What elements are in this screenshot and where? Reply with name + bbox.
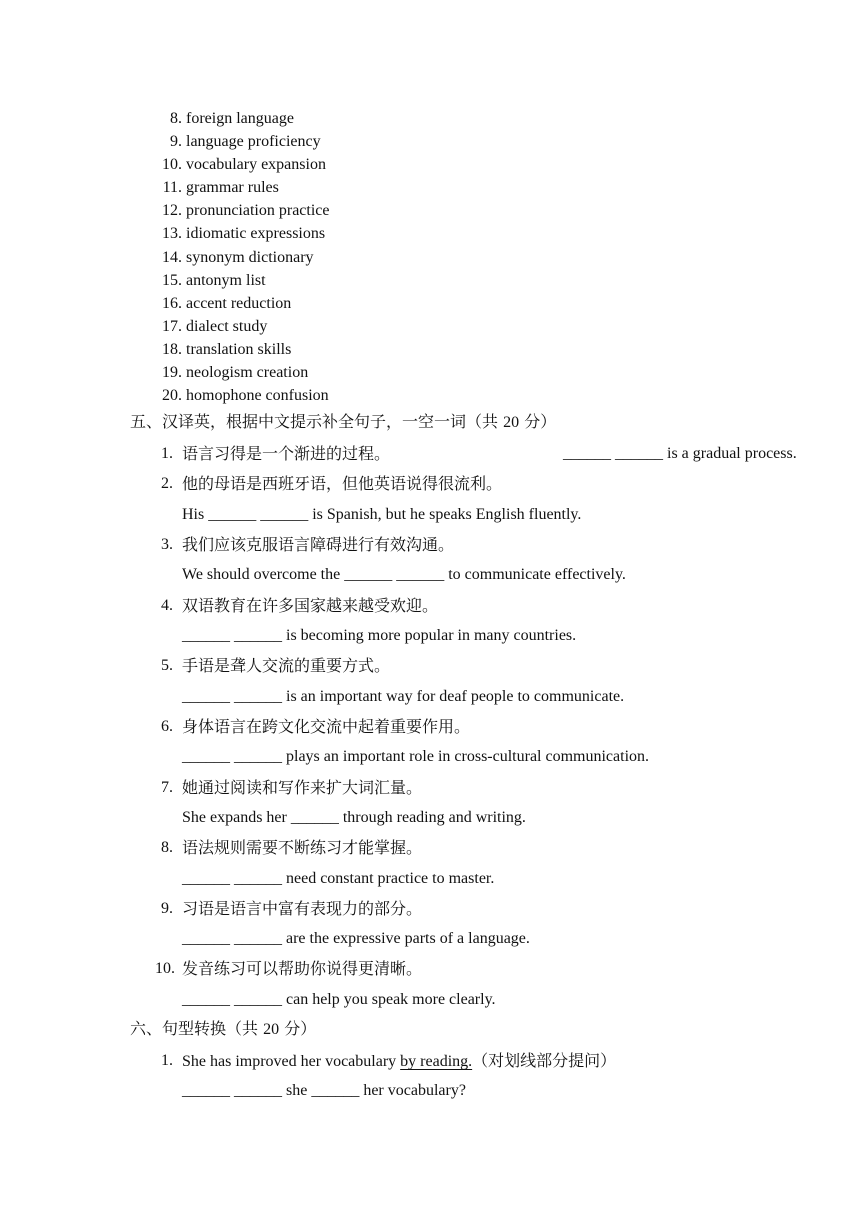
list-item: 18. translation skills (162, 340, 292, 358)
worksheet-page: 8. foreign language 9. language proficiency 10. vocabulary expansion 11. grammar rules 12. pronunciation practice 13. idiomatic expressions 14. synonym dictionary 15. antonym list 16. accent reduction 17. dialect study 18. translation skills 19. neologism creation 20. homophone confusion 五、汉译英，根据中文提示补全句子，一空一词（共 20 分） 1. 语言习得是一个渐进的过程。 ______ ______ is a gradual process. 2. 他的母语是西班牙语，但他英语说得很流利。 His ______ ______ is Spanish, but he speaks English fluently. 3. 我们应该克服语言障碍进行有效沟通。 We should overcome the ______ ______ to communicate effectively. 4. 双语教育在许多国家越来越受欢迎。 ______ ______ is becoming more popular in many countries. 5. 手语是聋人交流的重要方式。 ______ ______ is an important way for deaf people to communicate. 6. 身体语言在跨文化交流中起着重要作用。 ______ ______ plays an important role in cross-cultural communication. 7. 她通过阅读和写作来扩大词汇量。 She expands her ______ through reading and writing. 8. 语法规则需要不断练习才能掌握。 ______ ______ need constant practice to master. 9. 习语是语言中富有表现力的部分。 ______ ______ are the expressive parts of a language. 10. 发音练习可以帮助你说得更清晰。 ______ ______ can help you speak more clearly. 六、句型转换（共 20 分） 1. She has improved her vocabulary by reading.（对划线部分提问） ______ ______ she ______ her vocabulary? (0, 0, 860, 1216)
chinese-prompt: 习语是语言中富有表现力的部分。 (182, 899, 423, 918)
english-answer: She expands her ______ through reading and writing. (182, 809, 526, 826)
underlined-phrase: by reading. (400, 1053, 473, 1070)
chinese-prompt: 双语教育在许多国家越来越受欢迎。 (182, 596, 439, 615)
english-answer: We should overcome the ______ ______ to communicate effectively. (182, 566, 626, 583)
english-answer: ______ ______ is becoming more popular in many countries. (182, 627, 577, 644)
chinese-prompt: 语言习得是一个渐进的过程。 (182, 444, 391, 463)
list-item: 10. vocabulary expansion (162, 156, 326, 174)
transform-sentence: She has improved her vocabulary by reading.（对划线部分提问） (182, 1051, 617, 1070)
chinese-prompt: 身体语言在跨文化交流中起着重要作用。 (182, 717, 471, 736)
vocabulary-list (155, 107, 330, 407)
chinese-prompt: 他的母语是西班牙语，但他英语说得很流利。 (182, 474, 503, 493)
list-item: 14. synonym dictionary (162, 248, 314, 266)
english-answer: ______ ______ she ______ her vocabulary? (182, 1082, 466, 1099)
chinese-prompt: 语法规则需要不断练习才能掌握。 (182, 838, 423, 857)
english-answer: ______ ______ need constant practice to master. (182, 870, 495, 887)
english-answer: ______ ______ is a gradual process. (563, 445, 797, 462)
list-item: 20. homophone confusion (162, 387, 329, 405)
section-5-heading: 五、汉译英，根据中文提示补全句子，一空一词（共 20 分） (130, 412, 557, 431)
chinese-prompt: 手语是聋人交流的重要方式。 (182, 656, 391, 675)
english-answer: ______ ______ can help you speak more clearly. (182, 991, 496, 1008)
list-item: 9. language proficiency (170, 133, 321, 151)
section-6-heading: 六、句型转换（共 20 分） (130, 1019, 317, 1038)
english-answer: ______ ______ is an important way for deaf people to communicate. (182, 688, 625, 705)
list-item: 11. grammar rules (162, 179, 279, 197)
english-answer: His ______ ______ is Spanish, but he speaks English fluently. (182, 506, 582, 523)
chinese-prompt: 她通过阅读和写作来扩大词汇量。 (182, 778, 423, 797)
english-answer: ______ ______ plays an important role in cross-cultural communication. (182, 748, 650, 765)
list-item: 15. antonym list (162, 271, 266, 289)
list-item: 16. accent reduction (162, 294, 292, 312)
chinese-prompt: 发音练习可以帮助你说得更清晰。 (182, 959, 423, 978)
english-answer: ______ ______ are the expressive parts of a language. (182, 930, 530, 947)
list-item: 19. neologism creation (162, 364, 309, 382)
list-item: 13. idiomatic expressions (162, 225, 326, 243)
list-item: 8. foreign language (170, 110, 294, 127)
list-item: 12. pronunciation practice (162, 202, 330, 220)
list-item: 17. dialect study (162, 317, 268, 335)
chinese-prompt: 我们应该克服语言障碍进行有效沟通。 (182, 535, 455, 554)
question-instruction: （对划线部分提问） (472, 1051, 617, 1070)
